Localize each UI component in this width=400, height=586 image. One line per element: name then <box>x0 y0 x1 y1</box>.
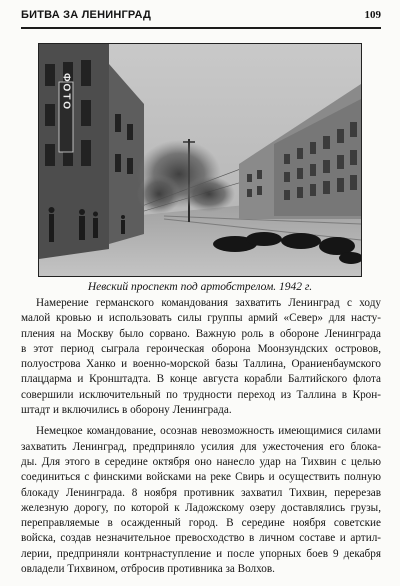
text-line: штадт и включились в оборону Ленинграда. <box>21 404 232 417</box>
text-line: захватить Ленинград, предприняло усилия для ужесточения его блока- <box>21 440 381 453</box>
text-line: Намерение германского командования захватить Ленинград с ходу <box>36 297 381 309</box>
text-line: ды. Для этого в середине октября оно нанесло удар на Тихвин с целью <box>21 455 381 468</box>
text-line: лерии, предприняли контрнаступление и после упорных боев 9 декабря <box>21 547 381 560</box>
photo-illustration <box>39 44 361 276</box>
running-title: БИТВА ЗА ЛЕНИНГРАД <box>21 9 152 21</box>
nevsky-prospect-photo <box>38 43 362 277</box>
header-rule <box>21 27 381 29</box>
text-line: Немецкое командование, осознав невозможность имеющимися силами <box>36 425 381 438</box>
text-line: соединиться с финскими войсками на реке Свирь и осуществить полную <box>21 471 381 484</box>
text-line: плацдарма и Кронштадта. В конце августа корабли Балтийского флота <box>21 373 381 386</box>
paragraph-2 <box>21 424 381 577</box>
text-line: полуострова Ханко и военно-морской базы Таллина, Ораниенбаумского <box>21 358 381 371</box>
text-line: переправляемые в осажденный город. В середине ноября советские <box>21 517 381 530</box>
shop-sign: ФОТО <box>60 73 72 111</box>
paragraph-1 <box>21 296 381 418</box>
text-line: железную дорогу, по которой к Ладожскому озеру доставлялись грузы, <box>21 501 381 514</box>
text-line: войска, создав незначительное превосходство в личном составе и артил- <box>21 532 381 545</box>
text-line: в этот период сыграла героическая оборона Моонзундских островов, <box>21 342 381 355</box>
text-line: овладели Тихвином, отбросив противника за Волхов. <box>21 563 275 576</box>
page-header <box>21 9 381 25</box>
article-body <box>21 296 381 577</box>
page-number: 109 <box>364 9 381 21</box>
text-line: блокаду Ленинграда. 8 ноября противник захватил Тихвин, перерезав <box>21 486 381 499</box>
text-line: совершили исключительный по трудности переход из Таллина в Крон- <box>21 388 381 401</box>
text-line: малой кровью и использовать силы группы армий «Север» для насту- <box>21 312 381 325</box>
figure-caption: Невский проспект под артобстрелом. 1942 г. <box>87 281 313 293</box>
text-line: пления на Москву было сорвано. Важную роль в обороне Ленинграда <box>21 327 381 340</box>
